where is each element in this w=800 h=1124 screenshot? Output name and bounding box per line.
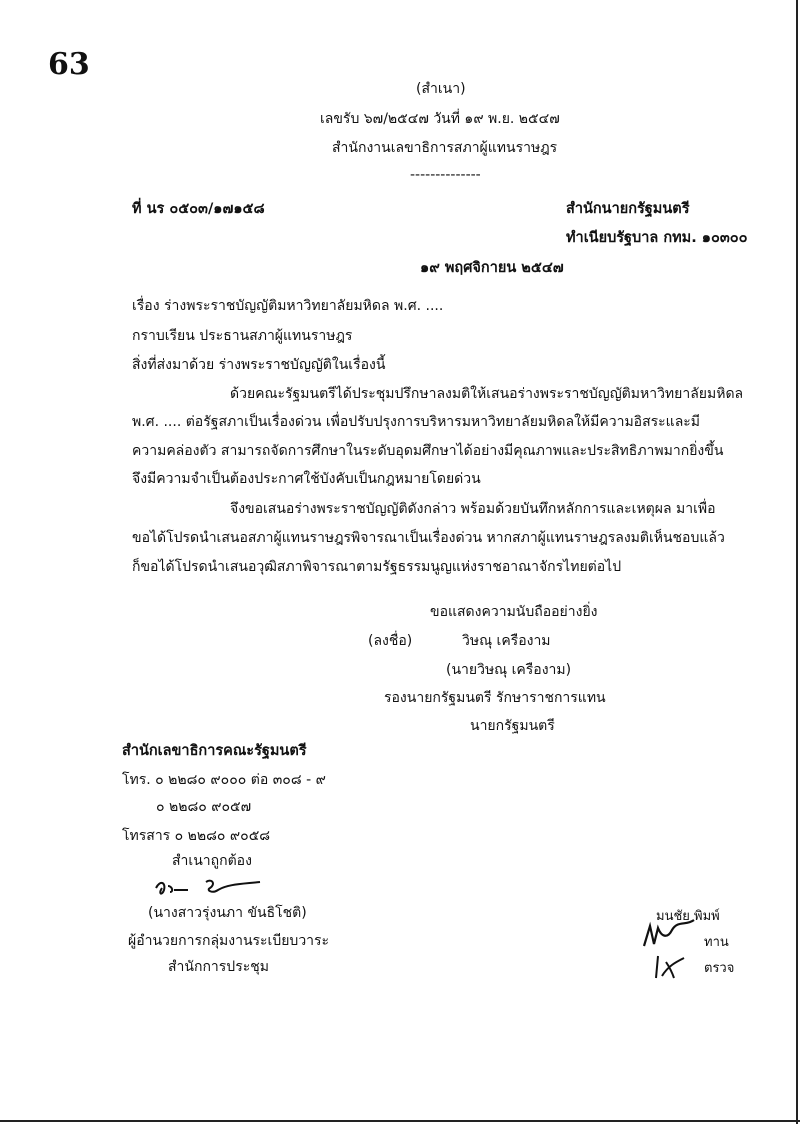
receiving-office: สำนักงานเลขาธิการสภาผู้แทนราษฎร <box>332 140 558 156</box>
checker-initial-scribble <box>652 952 688 982</box>
reviewer-initial-scribble <box>640 920 704 954</box>
body-line: จึงขอเสนอร่างพระราชบัญญัติดังกล่าว พร้อมด้วยบันทึกหลักการและเหตุผล มาเพื่อ <box>230 501 716 517</box>
body-line: ด้วยคณะรัฐมนตรีได้ประชุมปรึกษาลงมติให้เสนอร่างพระราชบัญญัติมหาวิทยาลัยมหิดล <box>230 386 744 402</box>
enclosure: สิ่งที่ส่งมาด้วย ร่างพระราชบัญญัติในเรื่องนี้ <box>132 357 386 373</box>
sender-address: ทำเนียบรัฐบาล กทม. ๑๐๓๐๐ <box>566 230 748 246</box>
footer-tel-2: ๐ ๒๒๘๐ ๙๐๕๗ <box>156 799 252 815</box>
certified-copy: สำเนาถูกต้อง <box>172 853 252 869</box>
handwritten-page-number: 63 <box>48 47 90 82</box>
footer-office: สำนักเลขาธิการคณะรัฐมนตรี <box>122 743 307 759</box>
body-line: พ.ศ. .... ต่อรัฐสภาเป็นเรื่องด่วน เพื่อปรับปรุงการบริหารมหาวิทยาลัยมหิดลให้มีความอิสระและมี <box>132 414 701 430</box>
checker-label: ตรวจ <box>704 961 735 976</box>
header-divider: -------------- <box>410 167 481 183</box>
signer-position-2: นายกรัฐมนตรี <box>470 718 555 734</box>
signature-name: วิษณุ เครืองาม <box>462 633 551 649</box>
certifier-signature-scribble <box>150 874 270 902</box>
sender-office: สำนักนายกรัฐมนตรี <box>566 201 690 217</box>
receipt-line: เลขรับ ๖๗/๒๕๔๗ วันที่ ๑๙ พ.ย. ๒๕๔๗ <box>320 111 560 127</box>
footer-fax: โทรสาร ๐ ๒๒๘๐ ๙๐๕๘ <box>122 828 271 844</box>
salutation: กราบเรียน ประธานสภาผู้แทนราษฎร <box>132 328 353 344</box>
subject: เรื่อง ร่างพระราชบัญญัติมหาวิทยาลัยมหิดล พ.ศ. .... <box>132 298 444 314</box>
reviewer-label: ทาน <box>704 935 729 950</box>
certifier-name: (นางสาวรุ่งนภา ขันธิโชติ) <box>148 905 307 921</box>
body-line: จึงมีความจำเป็นต้องประกาศใช้บังคับเป็นกฎหมายโดยด่วน <box>132 471 481 487</box>
footer-tel: โทร. ๐ ๒๒๘๐ ๙๐๐๐ ต่อ ๓๐๘ - ๙ <box>122 772 326 788</box>
scan-edge-bottom <box>0 1120 800 1122</box>
typist: มนชัย พิมพ์ <box>656 909 720 924</box>
closing-respect: ขอแสดงความนับถืออย่างยิ่ง <box>430 604 598 620</box>
body-line: ก็ขอได้โปรดนำเสนอวุฒิสภาพิจารณาตามรัฐธรรมนูญแห่งราชอาณาจักรไทยต่อไป <box>132 559 622 575</box>
certifier-office: สำนักการประชุม <box>168 959 269 975</box>
letter-date: ๑๙ พฤศจิกายน ๒๕๔๗ <box>420 260 564 276</box>
certifier-position: ผู้อำนวยการกลุ่มงานระเบียบวาระ <box>128 933 330 949</box>
printed-name: (นายวิษณุ เครืองาม) <box>446 662 572 678</box>
signed-label: (ลงชื่อ) <box>368 633 413 649</box>
copy-mark: (สำเนา) <box>416 81 466 97</box>
reference-number: ที่ นร ๐๕๐๓/๑๗๑๕๘ <box>132 201 265 217</box>
body-line: ความคล่องตัว สามารถจัดการศึกษาในระดับอุดมศึกษาได้อย่างมีคุณภาพและประสิทธิภาพมากยิ่งขึ้น <box>132 443 724 459</box>
scan-edge-right <box>796 0 798 1124</box>
body-line: ขอได้โปรดนำเสนอสภาผู้แทนราษฎรพิจารณาเป็นเรื่องด่วน หากสภาผู้แทนราษฎรลงมติเห็นชอบแล้ว <box>132 530 725 546</box>
signer-position: รองนายกรัฐมนตรี รักษาราชการแทน <box>384 690 606 706</box>
